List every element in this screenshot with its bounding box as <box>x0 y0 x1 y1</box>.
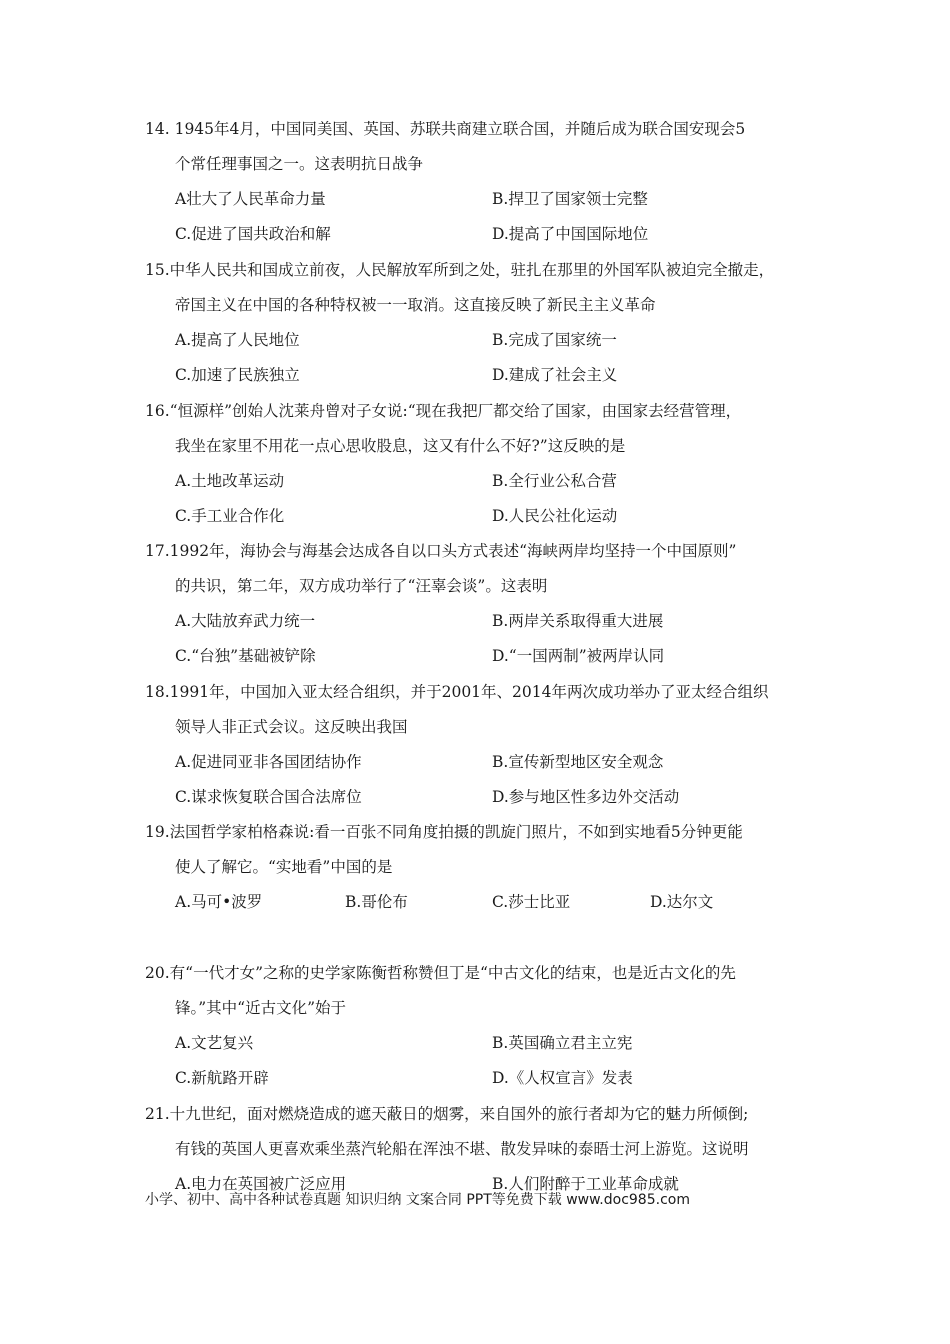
question-item <box>145 112 825 252</box>
answer-option: A.文艺复兴 <box>175 1034 254 1052</box>
option-row <box>145 1026 825 1061</box>
answer-option: D.《人权宣言》发表 <box>492 1069 633 1087</box>
answer-option: C.新航路开辟 <box>175 1069 269 1087</box>
question-stem-line: 15.中华人民共和国成立前夜，人民解放军所到之处，驻扎在那里的外国军队被迫完全撤走， <box>145 261 775 279</box>
option-row <box>145 323 825 358</box>
answer-option: B.全行业公私合营 <box>492 472 617 490</box>
option-row <box>145 182 825 217</box>
question-stem-line: 有钱的英国人更喜欢乘坐蒸汽轮船在浑浊不堪、散发异味的泰晤士河上游览。这说明 <box>175 1140 749 1158</box>
answer-option: A.大陆放弃武力统一 <box>175 612 316 630</box>
answer-option: B.两岸关系取得重大进展 <box>492 612 664 630</box>
option-row <box>145 358 825 393</box>
answer-option: A.促进同亚非各国团结协作 <box>175 753 362 771</box>
answer-option: D.建成了社会主义 <box>492 366 618 384</box>
answer-option: D.参与地区性多边外交活动 <box>492 788 680 806</box>
question-stem-line: 20.有“一代才女”之称的史学家陈衡哲称赞但丁是“中古文化的结束，也是近古文化的先 <box>145 964 736 982</box>
option-row <box>145 499 825 534</box>
answer-option: C.谋求恢复联合国合法席位 <box>175 788 362 806</box>
answer-option: A.提高了人民地位 <box>175 331 300 349</box>
question-stem-line: 我坐在家里不用花一点心思收股息，这又有什么不好?”这反映的是 <box>175 437 626 455</box>
question-stem-line: 使人了解它。“实地看”中国的是 <box>175 858 393 876</box>
question-item <box>145 956 825 1096</box>
answer-option: A壮大了人民革命力量 <box>175 190 326 208</box>
question-item <box>145 675 825 815</box>
answer-option: A.马可•波罗 <box>175 893 263 911</box>
question-item <box>145 253 825 393</box>
answer-option: C.加速了民族独立 <box>175 366 300 384</box>
option-row <box>145 217 825 252</box>
answer-option: C.促进了国共政治和解 <box>175 225 331 243</box>
question-stem-line: 领导人非正式会议。这反映出我国 <box>175 718 408 736</box>
answer-option: B.哥伦布 <box>345 893 408 911</box>
answer-option: C.莎士比亚 <box>492 893 571 911</box>
option-row <box>145 639 825 674</box>
question-item <box>145 815 825 920</box>
option-row <box>145 1061 825 1096</box>
question-stem-line: 18.1991年，中国加入亚太经合组织，并于2001年、2014年两次成功举办了亚太经合组织 <box>145 683 769 701</box>
question-stem-line: 19.法国哲学家柏格森说:看一百张不同角度拍摄的凯旋门照片，不如到实地看5分钟更能 <box>145 823 743 841</box>
answer-option: A.土地改革运动 <box>175 472 285 490</box>
footer-text: 小学、初中、高中各种试卷真题 知识归纳 文案合同 PPT等免费下载 www.doc985.com <box>145 1192 690 1208</box>
question-stem-line: 16.“恒源样”创始人沈莱舟曾对子女说:“现在我把厂都交给了国家，由国家去经营管理， <box>145 402 742 420</box>
question-stem-line: 帝国主义在中国的各种特权被一一取消。这直接反映了新民主主义革命 <box>175 296 656 314</box>
answer-option: A.电力在英国被广泛应用 <box>175 1175 347 1193</box>
answer-option: C.手工业合作化 <box>175 507 285 525</box>
question-item <box>145 1097 825 1202</box>
answer-option: D.提高了中国国际地位 <box>492 225 649 243</box>
option-row <box>145 464 825 499</box>
question-stem-line: 17.1992年，海协会与海基会达成各自以口头方式表述“海峡两岸均坚持一个中国原则” <box>145 542 737 560</box>
option-row <box>145 885 825 920</box>
question-stem-line: 14. 1945年4月，中国同美国、英国、苏联共商建立联合国，并随后成为联合国安现会5 <box>145 120 746 138</box>
answer-option: B.宣传新型地区安全观念 <box>492 753 664 771</box>
option-row <box>145 780 825 815</box>
answer-option: D.“一国两制”被两岸认同 <box>492 647 665 665</box>
answer-option: B.完成了国家统一 <box>492 331 617 349</box>
question-stem-line: 个常任理事国之一。这表明抗日战争 <box>175 155 424 173</box>
answer-option: B.英国确立君主立宪 <box>492 1034 633 1052</box>
answer-option: B.人们附醉于工业革命成就 <box>492 1175 679 1193</box>
question-item <box>145 394 825 534</box>
option-row <box>145 604 825 639</box>
question-item <box>145 534 825 674</box>
question-stem-line: 锋。”其中“近古文化”始于 <box>175 999 347 1017</box>
answer-option: D.人民公社化运动 <box>492 507 618 525</box>
answer-option: C.“台独”基础被铲除 <box>175 647 316 665</box>
answer-option: D.达尔文 <box>650 893 714 911</box>
question-stem-line: 21.十九世纪，面对燃烧造成的遮天蔽日的烟雾，来自国外的旅行者却为它的魅力所倾倒; <box>145 1105 749 1123</box>
option-row <box>145 745 825 780</box>
question-stem-line: 的共识，第二年，双方成功举行了“汪辜会谈”。这表明 <box>175 577 548 595</box>
answer-option: B.捍卫了国家领士完整 <box>492 190 648 208</box>
